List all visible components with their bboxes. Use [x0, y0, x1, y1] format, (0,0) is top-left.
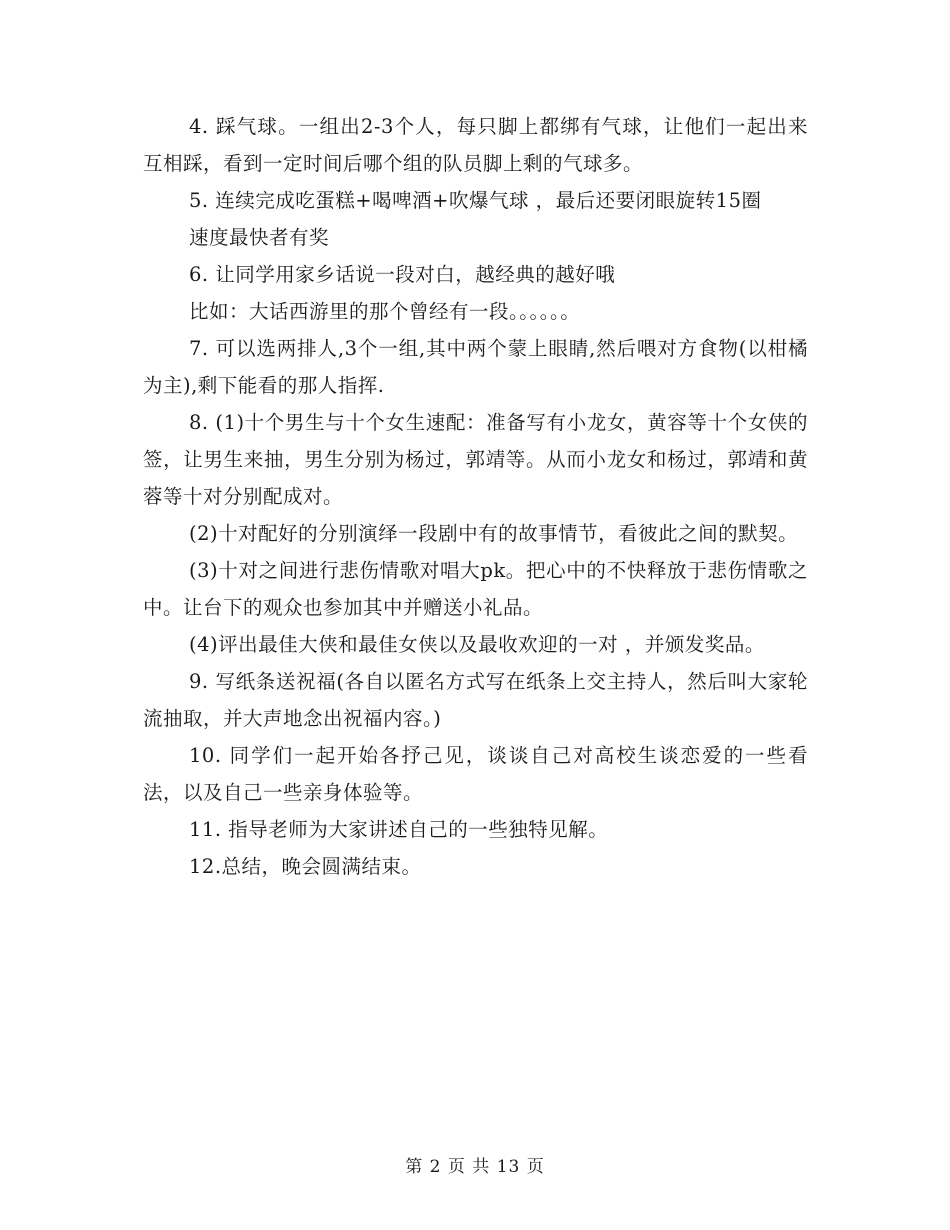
paragraph-item-10: 10. 同学们一起开始各抒己见，谈谈自己对高校生谈恋爱的一些看法，以及自己一些亲身体验等。	[143, 744, 808, 804]
paragraph-item-6-example: 比如：大话西游里的那个曾经有一段。。。。。。	[189, 300, 581, 323]
paragraph-item-6: 6. 让同学用家乡话说一段对白，越经典的越好哦	[189, 263, 616, 286]
paragraph-item-9: 9. 写纸条送祝福(各自以匿名方式写在纸条上交主持人，然后叫大家轮流抽取，并大声地念出祝福内容。)	[143, 670, 808, 730]
paragraph-item-5-continuation: 速度最快者有奖	[189, 226, 330, 249]
paragraph-item-5: 5. 连续完成吃蛋糕+喝啤酒+吹爆气球 ，最后还要闭眼旋转15圈	[189, 189, 762, 212]
paragraph-item-8-1: 8. (1)十个男生与十个女生速配：准备写有小龙女，黄容等十个女侠的签，让男生来抽，男生分别为杨过，郭靖等。从而小龙女和杨过，郭靖和黄蓉等十对分别配成对。	[143, 411, 808, 508]
paragraph-item-12: 12.总结，晚会圆满结束。	[189, 855, 422, 878]
paragraph-item-8-2: (2)十对配好的分别演绎一段剧中有的故事情节，看彼此之间的默契。	[189, 522, 799, 545]
paragraph-item-8-3: (3)十对之间进行悲伤情歌对唱大pk。把心中的不快释放于悲伤情歌之中。让台下的观众也参加其中并赠送小礼品。	[143, 559, 808, 619]
page-number-footer: 第 2 页 共 13 页	[405, 1157, 545, 1177]
paragraph-item-4: 4. 踩气球。一组出2-3个人，每只脚上都绑有气球，让他们一起出来互相踩，看到一定时间后哪个组的队员脚上剩的气球多。	[143, 115, 808, 175]
document-body	[143, 108, 808, 885]
paragraph-item-7: 7. 可以选两排人,3个一组,其中两个蒙上眼睛,然后喂对方食物(以柑橘为主),剩下能看的那人指挥.	[143, 337, 808, 397]
paragraph-item-11: 11. 指导老师为大家讲述自己的一些独特见解。	[189, 818, 609, 841]
paragraph-item-8-4: (4)评出最佳大侠和最佳女侠以及最收欢迎的一对 ，并颁发奖品。	[189, 633, 765, 656]
